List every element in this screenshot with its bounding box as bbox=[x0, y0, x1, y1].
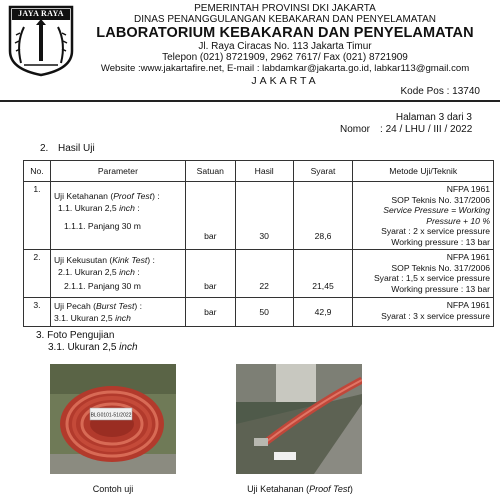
photo-1-caption: Contoh uji bbox=[92, 484, 134, 494]
row-parameter: Uji Ketahanan (Proof Test) : 1.1. Ukuran 2,5 inch : 1.1.1. Panjang 30 m bbox=[50, 182, 185, 250]
row-hasil: 22 bbox=[235, 250, 293, 298]
header-rule bbox=[0, 100, 500, 102]
section-2-number: 2. bbox=[40, 143, 49, 154]
lab-name: LABORATORIUM KEBAKARAN DAN PENYELAMATAN bbox=[96, 25, 474, 41]
results-table bbox=[23, 160, 494, 327]
row-satuan: bar bbox=[185, 182, 235, 250]
table-row bbox=[24, 182, 494, 250]
page-number: Halaman 3 dari 3 bbox=[395, 112, 472, 123]
address-line: Jl. Raya Ciracas No. 113 Jakarta Timur bbox=[198, 41, 372, 52]
document-number bbox=[340, 124, 472, 135]
section-3-1-heading: 3.1. Ukuran 2,5 inch bbox=[48, 342, 138, 353]
row-satuan: bar bbox=[185, 298, 235, 327]
row-hasil: 50 bbox=[235, 298, 293, 327]
header-hasil: Hasil bbox=[235, 161, 293, 182]
row-satuan: bar bbox=[185, 250, 235, 298]
section-2-heading bbox=[40, 143, 95, 154]
photo-2-caption: Uji Ketahanan (Proof Test) bbox=[247, 484, 353, 494]
row-metode: NFPA 1961 Syarat : 3 x service pressure bbox=[353, 298, 494, 327]
section-2-title: Hasil Uji bbox=[58, 143, 95, 154]
row-metode: NFPA 1961 SOP Teknis No. 317/2006 Service Pressure = Working Pressure + 10 % Syarat : 2 x service pressure Working pressure : 13 bar bbox=[353, 182, 494, 250]
row-no: 3. bbox=[24, 298, 51, 327]
row-syarat: 42,9 bbox=[293, 298, 353, 327]
jaya-raya-logo bbox=[6, 3, 76, 77]
row-no: 2. bbox=[24, 250, 51, 298]
header-metode: Metode Uji/Teknik bbox=[353, 161, 494, 182]
agency-line: DINAS PENANGGULANGAN KEBAKARAN DAN PENYELAMATAN bbox=[134, 14, 436, 25]
nomor-label: Nomor bbox=[340, 124, 371, 135]
section-3-heading: 3. Foto Pengujian bbox=[36, 330, 115, 341]
row-metode: NFPA 1961 SOP Teknis No. 317/2006 Syarat : 1,5 x service pressure Working pressure : 13 bar bbox=[353, 250, 494, 298]
header-no: No. bbox=[24, 161, 51, 182]
row-syarat: 21,45 bbox=[293, 250, 353, 298]
photo-sample-label: BLG0101-51/2022 bbox=[90, 412, 132, 419]
row-hasil: 30 bbox=[235, 182, 293, 250]
city-line: JAKARTA bbox=[251, 75, 319, 87]
gov-line: PEMERINTAH PROVINSI DKI JAKARTA bbox=[194, 3, 376, 14]
web-email-line: Website :www.jakartafire.net, E-mail : labdamkar@jakarta.go.id, labkar113@gmail.com bbox=[100, 63, 470, 74]
table-header-row bbox=[24, 161, 494, 182]
row-parameter: Uji Pecah (Burst Test) : 3.1. Ukuran 2,5 inch bbox=[50, 298, 185, 327]
postal-code: Kode Pos : 13740 bbox=[400, 86, 480, 97]
header-parameter: Parameter bbox=[50, 161, 185, 182]
row-no: 1. bbox=[24, 182, 51, 250]
table-row bbox=[24, 298, 494, 327]
photo-hose-sample bbox=[50, 364, 176, 474]
row-syarat: 28,6 bbox=[293, 182, 353, 250]
header-satuan: Satuan bbox=[185, 161, 235, 182]
phone-line: Telepon (021) 8721909, 2962 7617/ Fax (021) 8721909 bbox=[162, 52, 408, 63]
header-syarat: Syarat bbox=[293, 161, 353, 182]
row-parameter: Uji Kekusutan (Kink Test) : 2.1. Ukuran 2,5 inch : 2.1.1. Panjang 30 m bbox=[50, 250, 185, 298]
logo-text: JAYA RAYA bbox=[18, 9, 64, 18]
table-row bbox=[24, 250, 494, 298]
nomor-value: : 24 / LHU / III / 2022 bbox=[380, 124, 473, 135]
photo-proof-test bbox=[236, 364, 362, 474]
